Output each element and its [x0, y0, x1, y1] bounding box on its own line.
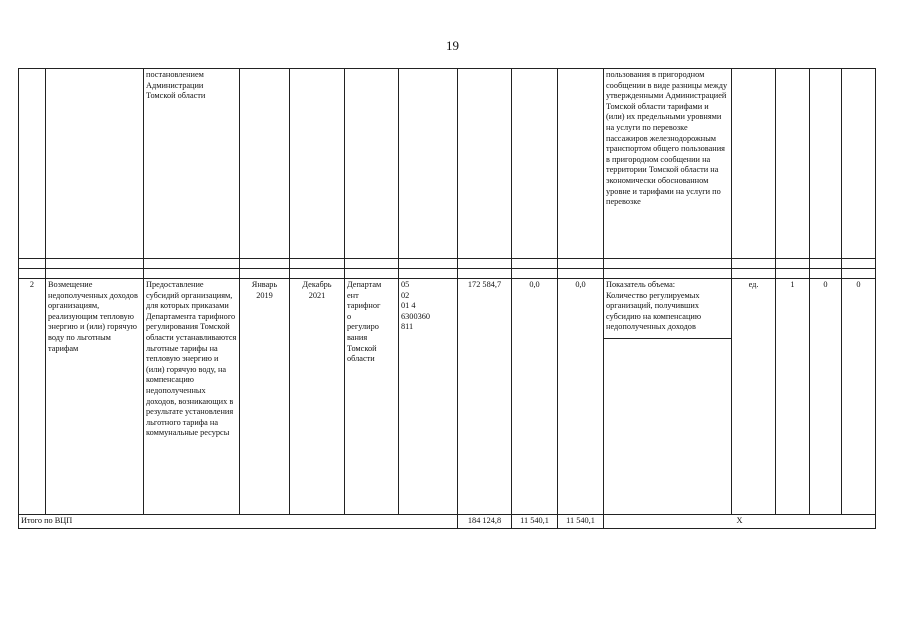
cell-amount-2: 0,0 [512, 279, 558, 515]
cell-start [240, 69, 290, 259]
total-label: Итого по ВЦП [19, 515, 458, 529]
table-row-spacer [19, 269, 876, 279]
cell-code [399, 69, 458, 259]
cell-executor: Департам ент тарифног о регулиро вания Томской области [345, 279, 399, 515]
cell-code: 05 02 01 4 6300360 811 [399, 279, 458, 515]
total-sum-2: 11 540,1 [512, 515, 558, 529]
cell-executor [345, 69, 399, 259]
cell-amount-3 [558, 69, 604, 259]
cell-v3 [842, 69, 876, 259]
cell-basis: Предоставление субсидий организациям, для которых приказами Департамента тарифного регулирования Томской области устанавливаются льготные тарифы на тепловую энергию и (или) горячую воду, на компенсацию недополученных доходов, возникающих в результате установления льготного тарифа на коммунальные ресурсы [144, 279, 240, 515]
program-table [18, 68, 876, 529]
cell-indicator [604, 279, 732, 515]
cell-v2 [810, 69, 842, 259]
cell-v3: 0 [842, 279, 876, 515]
total-sum-3: 11 540,1 [558, 515, 604, 529]
indicator-text: Показатель объема: Количество регулируемых организаций, получивших субсидию на компенсацию недополученных доходов [606, 280, 702, 332]
page-number: 19 [446, 38, 459, 53]
cell-name [46, 69, 144, 259]
cell-v1 [776, 69, 810, 259]
cell-amount-2 [512, 69, 558, 259]
cell-num: 2 [19, 279, 46, 515]
cell-amount-total [458, 69, 512, 259]
cell-unit [732, 69, 776, 259]
cell-name: Возмещение недополученных доходов организациям, реализующим тепловую энергию и (или) горячую воду по льготным тарифам [46, 279, 144, 515]
cell-unit: ед. [732, 279, 776, 515]
table-row-continuation [19, 69, 876, 259]
cell-num [19, 69, 46, 259]
table-row-total [19, 515, 876, 529]
cell-start: Январь 2019 [240, 279, 290, 515]
total-sum-1: 184 124,8 [458, 515, 512, 529]
cell-basis: постановлением Администрации Томской области [144, 69, 240, 259]
cell-end [290, 69, 345, 259]
table-row-spacer [19, 259, 876, 269]
cell-v1: 1 [776, 279, 810, 515]
cell-end: Декабрь 2021 [290, 279, 345, 515]
cell-indicator [604, 69, 732, 259]
cell-amount-total: 172 584,7 [458, 279, 512, 515]
total-mark: Х [604, 515, 876, 529]
indicator-text: пользования в пригородном сообщении в виде разницы между утвержденными Администрацией Томской области тарифами и (или) их предельными уровнями на услуги по перевозке пассажиров железнодорожным транспортом общего пользования в пригородном сообщении на территории Томской области на экономически обоснованном уровне и тарифами на услуги по перевозке [606, 70, 728, 207]
table-row-item-2 [19, 279, 876, 515]
cell-amount-3: 0,0 [558, 279, 604, 515]
cell-v2: 0 [810, 279, 842, 515]
